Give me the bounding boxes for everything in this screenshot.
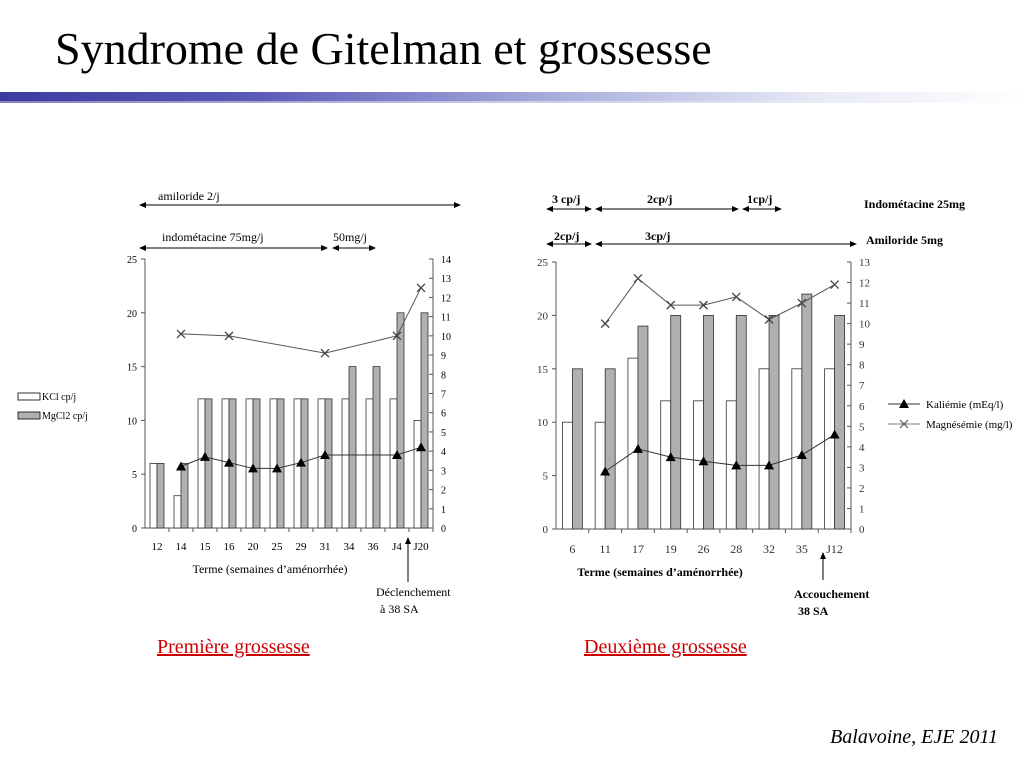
x-tick-label: 16: [223, 541, 235, 553]
x-marker: [634, 274, 642, 282]
x-tick-label: 29: [295, 541, 307, 553]
y-tick-label-left: 20: [127, 308, 137, 320]
treatment-annotations: [139, 189, 461, 251]
arrow-head-left: [139, 245, 146, 251]
y-tick-label-left: 5: [132, 470, 137, 482]
y-tick-label-left: 15: [127, 362, 137, 374]
bar: [318, 399, 325, 528]
bar: [572, 369, 582, 529]
x-tick-label: 6: [569, 542, 576, 556]
y-tick-label-right: 10: [859, 318, 870, 331]
x-tick-label: 15: [199, 541, 211, 553]
x-tick-label: 12: [151, 541, 163, 553]
citation: Balavoine, EJE 2011: [830, 726, 998, 748]
bar: [792, 369, 802, 529]
y-tick-label-left: 25: [127, 255, 137, 266]
bar: [835, 315, 845, 529]
y-tick-label-right: 13: [859, 257, 870, 269]
arrow-head-right: [321, 245, 328, 251]
y-tick-label-right: 4: [859, 441, 865, 454]
arrow-head-right: [454, 202, 461, 208]
y-tick-label-left: 10: [537, 417, 548, 430]
bar: [759, 369, 769, 529]
treatment-label-2cp-amiloride: 2cp/j: [554, 229, 580, 243]
arrow-head-up: [820, 552, 826, 559]
x-tick-label: 25: [271, 541, 283, 553]
legend-label-mgcl2: MgCl2 cp/j: [42, 411, 88, 422]
bar: [421, 313, 428, 528]
x-tick-label: J20: [413, 541, 429, 553]
y-tick-label-right: 7: [859, 380, 865, 393]
x-tick-label: 32: [763, 542, 776, 556]
x-tick-label: 17: [631, 542, 644, 556]
bar: [671, 315, 681, 529]
legend-label-magnesemie: Magnésémie (mg/l): [926, 419, 1013, 431]
y-tick-label-left: 20: [537, 310, 548, 323]
arrow-head-right: [850, 241, 857, 247]
x-tick-label: 28: [730, 542, 743, 556]
y-tick-label-right: 2: [859, 482, 865, 495]
bar: [342, 399, 349, 528]
bar: [181, 463, 188, 528]
bar: [270, 399, 277, 528]
arrow-head-left: [139, 202, 146, 208]
y-tick-label-left: 5: [542, 470, 548, 483]
bar: [802, 294, 812, 529]
x-tick-label: 35: [795, 542, 808, 556]
treatment-label-3cp: 3 cp/j: [552, 192, 581, 206]
bars: [150, 313, 428, 528]
y-tick-label-right: 2: [441, 485, 446, 497]
y-tick-label-right: 6: [859, 400, 865, 413]
x-tick-label: 31: [319, 541, 331, 553]
magnesemie-line: [181, 288, 421, 353]
bar: [414, 420, 421, 528]
legend-label-kcl: KCl cp/j: [42, 392, 77, 403]
bar: [198, 399, 205, 528]
y-tick-label-right: 9: [859, 339, 865, 352]
bar: [628, 358, 638, 529]
bar: [174, 496, 181, 528]
y-tick-label-left: 0: [132, 524, 137, 535]
bars: [562, 294, 844, 529]
arrow-head-right: [585, 206, 592, 212]
slide-title: Syndrome de Gitelman et grossesse: [55, 23, 712, 74]
caption-first-pregnancy[interactable]: Première grossesse: [157, 636, 310, 658]
y-tick-label-right: 9: [441, 351, 446, 363]
chart-second-pregnancy: [510, 180, 1024, 630]
annotation-line2: 38 SA: [798, 604, 829, 618]
bar: [736, 315, 746, 529]
bar: [366, 399, 373, 528]
y-tick-label-right: 4: [441, 447, 446, 459]
y-tick-label-right: 11: [859, 298, 870, 311]
x-axis-label: Terme (semaines d’aménorrhée): [577, 565, 743, 579]
y-tick-label-right: 13: [441, 274, 451, 286]
y-tick-label-right: 1: [441, 504, 446, 516]
arrow-head-right: [732, 206, 739, 212]
legend: [18, 392, 88, 422]
y-tick-label-right: 7: [441, 389, 446, 401]
x-tick-label: 26: [697, 542, 710, 556]
legend-swatch-kcl: [18, 393, 40, 400]
x-marker: [417, 284, 425, 292]
y-tick-label-right: 6: [441, 408, 446, 420]
treatment-label-indometacine: indométacine 75mg/j: [162, 230, 264, 244]
x-axis-label: Terme (semaines d’aménorrhée): [192, 562, 348, 576]
legend: [888, 399, 1013, 431]
annotation-line1: Accouchement: [794, 587, 870, 601]
y-tick-label-right: 8: [441, 370, 446, 382]
bar: [562, 422, 572, 529]
title-underline-line: [0, 101, 1024, 103]
y-tick-label-left: 25: [537, 257, 548, 269]
y-tick-label-right: 14: [441, 255, 451, 266]
y-tick-label-right: 1: [859, 503, 865, 516]
y-tick-label-right: 12: [441, 293, 451, 305]
bar: [769, 315, 779, 529]
arrow-head-left: [546, 206, 553, 212]
legend-label-kaliemie: Kaliémie (mEq/l): [926, 399, 1004, 411]
arrow-head-left: [595, 241, 602, 247]
y-tick-label-right: 5: [859, 421, 865, 434]
arrow-head-right: [369, 245, 376, 251]
bar: [605, 369, 615, 529]
arrow-head-left: [742, 206, 749, 212]
row-label-indometacine: Indométacine 25mg: [864, 197, 965, 211]
y-tick-label-right: 3: [441, 466, 446, 478]
legend-swatch-mgcl2: [18, 412, 40, 419]
y-tick-label-right: 10: [441, 331, 451, 343]
annotation-line1: Déclenchement: [376, 585, 451, 599]
bar: [349, 367, 356, 528]
y-tick-label-right: 0: [441, 524, 446, 535]
bar: [825, 369, 835, 529]
arrow-head-left: [332, 245, 339, 251]
treatment-label-1cp: 1cp/j: [747, 192, 773, 206]
bar: [390, 399, 397, 528]
x-marker: [732, 293, 740, 301]
x-tick-label: 14: [175, 541, 187, 553]
treatment-label-amiloride: amiloride 2/j: [158, 189, 220, 203]
x-tick-label: 11: [599, 542, 611, 556]
x-tick-label: 19: [664, 542, 677, 556]
y-tick-label-right: 3: [859, 462, 865, 475]
chart-first-pregnancy: [0, 180, 510, 630]
y-tick-label-right: 0: [859, 524, 865, 536]
treatment-label-2cp: 2cp/j: [647, 192, 673, 206]
bar: [661, 401, 671, 529]
bar: [277, 399, 284, 528]
bar: [397, 313, 404, 528]
row-label-amiloride: Amiloride 5mg: [866, 233, 943, 247]
arrow-head-right: [585, 241, 592, 247]
y-tick-label-left: 15: [537, 363, 548, 376]
title-underline-bar: [0, 92, 1024, 101]
y-tick-label-right: 5: [441, 427, 446, 439]
x-tick-label: J4: [392, 541, 402, 553]
bar: [638, 326, 648, 529]
y-tick-label-right: 12: [859, 277, 870, 290]
bar: [595, 422, 605, 529]
y-tick-label-left: 0: [542, 524, 548, 536]
x-marker: [601, 320, 609, 328]
bar: [157, 463, 164, 528]
arrow-head-left: [546, 241, 553, 247]
bar: [253, 399, 260, 528]
x-tick-label: 36: [367, 541, 379, 553]
y-tick-label-right: 11: [441, 312, 451, 324]
y-tick-label-right: 8: [859, 359, 865, 372]
bar: [704, 315, 714, 529]
treatment-label-3cp-amiloride: 3cp/j: [645, 229, 671, 243]
x-tick-label: 34: [343, 541, 355, 553]
y-tick-label-left: 10: [127, 416, 137, 428]
bar: [373, 367, 380, 528]
bar: [325, 399, 332, 528]
x-tick-label: 20: [247, 541, 259, 553]
treatment-annotations: [546, 192, 965, 247]
bar: [246, 399, 253, 528]
arrow-head-up: [405, 537, 411, 544]
bar: [150, 463, 157, 528]
annotation-accouchement: [794, 552, 869, 618]
arrow-head-left: [595, 206, 602, 212]
bar: [205, 399, 212, 528]
x-tick-label: J12: [826, 542, 843, 556]
arrow-head-right: [775, 206, 782, 212]
x-marker: [831, 281, 839, 289]
caption-second-pregnancy[interactable]: Deuxième grossesse: [584, 636, 747, 658]
annotation-line2: à 38 SA: [380, 602, 419, 616]
treatment-label-50mg: 50mg/j: [333, 230, 368, 244]
